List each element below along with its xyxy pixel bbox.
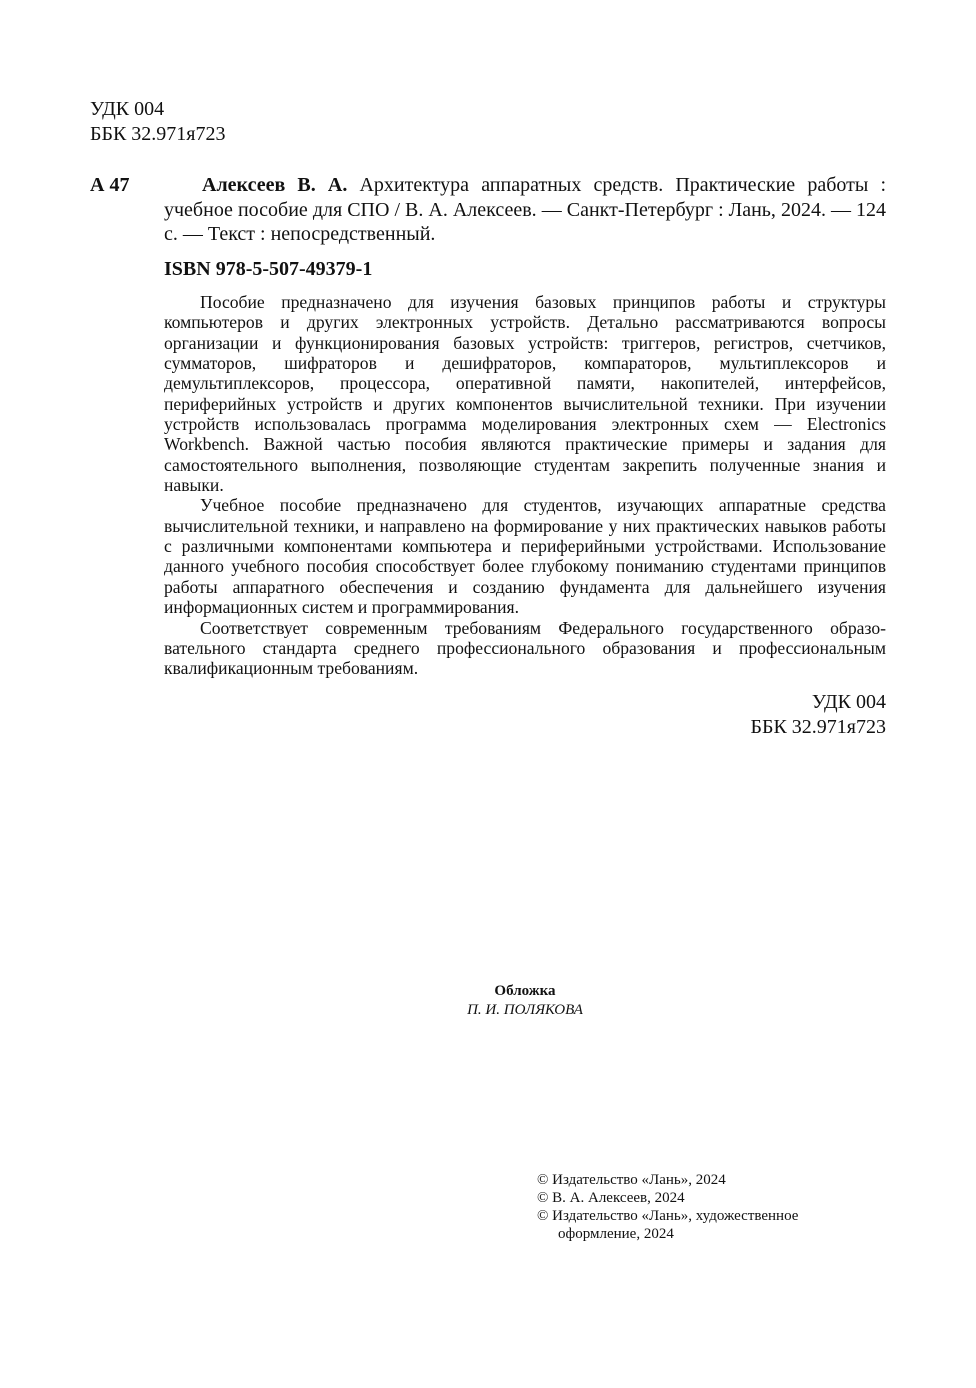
copyright-block [537,1171,857,1243]
cover-designer: П. И. ПОЛЯКОВА [467,1002,583,1018]
author-name: Алексеев В. А. [202,174,348,196]
abstract-paragraph: Пособие предназначено для изучения базовых принципов работы и структуры компьютеров и других электронных устройств. Детально рассматриваются вопросы организации и функционирования базовых устройств: триггеров, регистров, счетчиков, сумматоров, шифраторов и дешифраторов, компараторов, мультиплексоров и демультиплексоров, процессора, оперативной памяти, накопителей, интерфейсов, периферийных устройств и других компонентов вычислительной техники. При изучении устройств использовалась программа моделирования электронных схем — Electronics Workbench. Важной частью пособия являются практические примеры и задания для самостоятельного выполнения, позволяющие студентам закрепить полученные знания и навыки. [164,292,886,496]
udk-code: УДК 004 [90,98,165,120]
bibliographic-description [164,173,886,247]
abstract-paragraph: Учебное пособие предназначено для студентов, изучающих аппаратные средства вычислительной техники, и направлено на формирование у них практических навыков работы с различными компонентами компьютера и периферийными устройствами. Использование данного учебного пособия способствует более глубокому пониманию студентами принципов работы аппаратного обеспечения и созданию фундамента для дальнейшего изучения информационных систем и программирования. [164,495,886,618]
copyright-line: © Издательство «Лань», художественное [537,1208,799,1224]
copyright-line: © Издательство «Лань», 2024 [537,1172,726,1188]
abstract [164,292,886,679]
cover-label: Обложка [494,983,556,999]
bibliographic-text: Архитектура аппаратных средств. Практические работы : учебное пособие для СПО / В. А. Алексеев. — Санкт-Петербург : Лань, 2024. — 124 с. — Текст : непосредственный. [164,174,886,245]
bbk-code: ББК 32.971я723 [750,716,886,738]
abstract-paragraph: Соответствует современным требованиям Федерального государственного образовательного стандарта среднего профессионального образования и профессиональным квалификационным требованиям. [164,617,886,679]
cover-credit [388,982,662,1020]
bbk-code: ББК 32.971я723 [90,123,226,145]
author-mark: А 47 [90,174,130,196]
classification-top [90,97,226,147]
classification-bottom [700,690,886,740]
udk-code: УДК 004 [811,691,886,713]
copyright-line-continuation: оформление, 2024 [558,1226,674,1242]
copyright-line: © В. А. Алексеев, 2024 [537,1190,685,1206]
isbn: ISBN 978-5-507-49379-1 [164,258,373,280]
